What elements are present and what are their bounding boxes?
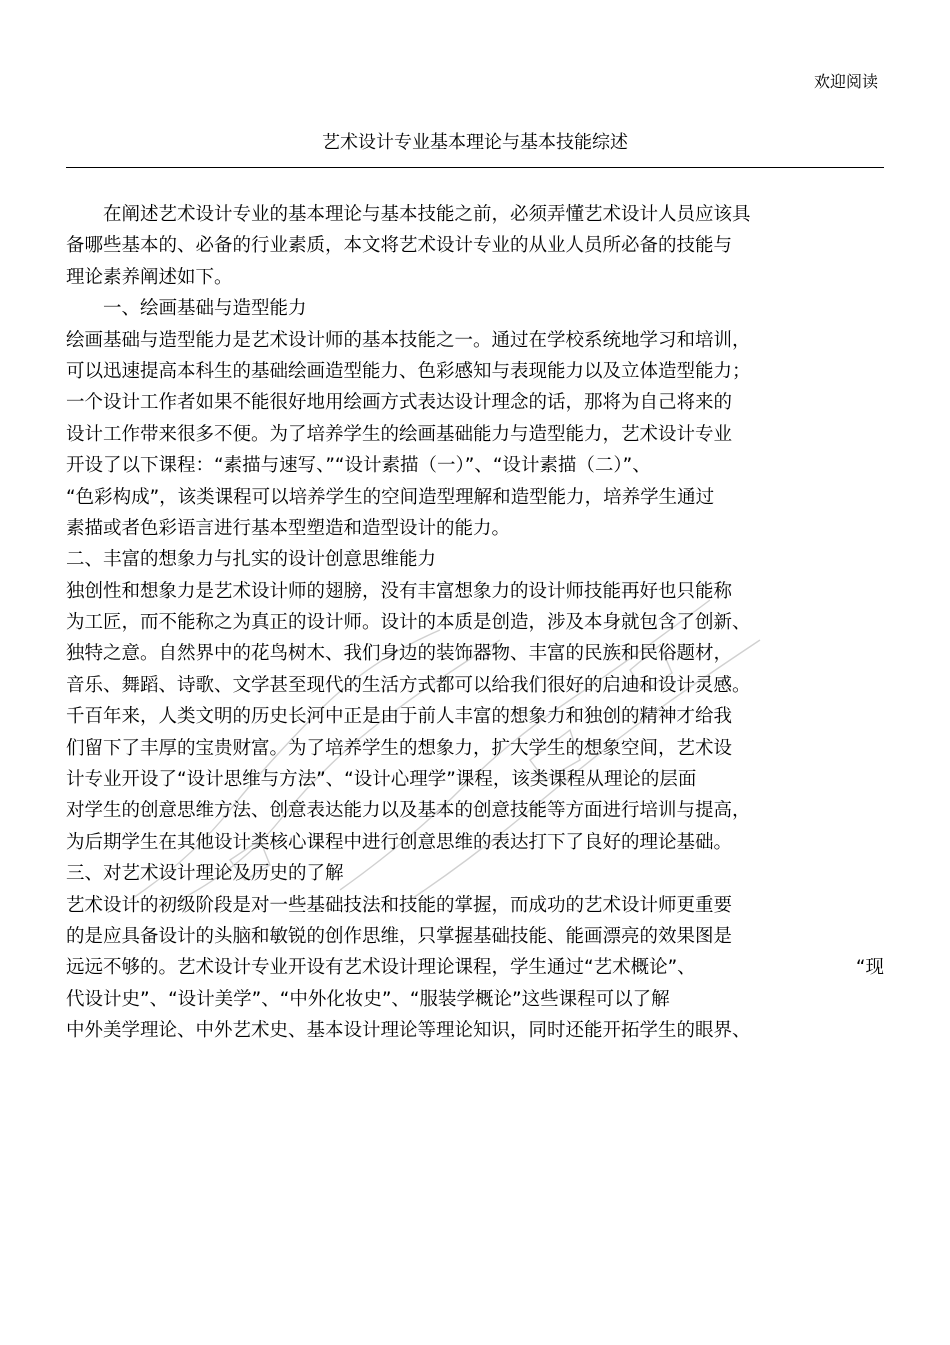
header-note: 欢迎阅读 [813, 72, 878, 91]
paragraph-line: 素描或者色彩语言进行基本型塑造和造型设计的能力。 [66, 517, 511, 539]
paragraph-line-left: 远远不够的。艺术设计专业开设有艺术设计理论课程，学生通过“艺术概论”、 [66, 957, 696, 979]
paragraph-line: 理论素养阐述如下。 [66, 266, 233, 288]
paragraph-line: 为工匠，而不能称之为真正的设计师。设计的本质是创造，涉及本身就包含了创新、 [66, 612, 751, 634]
paragraph-line: 独创性和想象力是艺术设计师的翅膀，没有丰富想象力的设计师技能再好也只能称 [66, 580, 733, 602]
paragraph-line: 绘画基础与造型能力是艺术设计师的基本技能之一。通过在学校系统地学习和培训， [66, 329, 751, 351]
paragraph-line: 独特之意。自然界中的花鸟树木、我们身边的装饰器物、丰富的民族和民俗题材， [66, 643, 733, 665]
paragraph-line: 中外美学理论、中外艺术史、基本设计理论等理论知识，同时还能开拓学生的眼界、 [66, 1020, 751, 1042]
paragraph-line: 的是应具备设计的头脑和敏锐的创作思维，只掌握基础技能、能画漂亮的效果图是 [66, 925, 733, 947]
paragraph-line-split [66, 952, 884, 983]
paragraph-line: 一个设计工作者如果不能很好地用绘画方式表达设计理念的话，那将为自己将来的 [66, 392, 733, 414]
document-body [66, 199, 884, 1047]
section-heading-3: 三、对艺术设计理论及历史的了解 [66, 863, 344, 885]
paragraph-line: 备哪些基本的、必备的行业素质，本文将艺术设计专业的从业人员所必备的技能与 [66, 235, 733, 257]
paragraph-line: 们留下了丰厚的宝贵财富。为了培养学生的想象力，扩大学生的想象空间，艺术设 [66, 737, 733, 759]
paragraph-line: 对学生的创意思维方法、创意表达能力以及基本的创意技能等方面进行培训与提高， [66, 800, 751, 822]
paragraph-line: 艺术设计的初级阶段是对一些基础技法和技能的掌握，而成功的艺术设计师更重要 [66, 894, 733, 916]
paragraph-line: “色彩构成”，该类课程可以培养学生的空间造型理解和造型能力，培养学生通过 [66, 486, 715, 508]
paragraph-line: 设计工作带来很多不便。为了培养学生的绘画基础能力与造型能力，艺术设计专业 [66, 423, 733, 445]
paragraph-line: 计专业开设了“设计思维与方法”、“设计心理学”课程，该类课程从理论的层面 [66, 769, 697, 791]
title-divider [66, 167, 884, 168]
paragraph-line: 千百年来，人类文明的历史长河中正是由于前人丰富的想象力和独创的精神才给我 [66, 706, 733, 728]
paragraph-line: 在阐述艺术设计专业的基本理论与基本技能之前，必须弄懂艺术设计人员应该具 [103, 204, 751, 225]
paragraph-line: 代设计史”、“设计美学”、“中外化妆史”、“服装学概论”这些课程可以了解 [66, 988, 670, 1010]
paragraph-line: 可以迅速提高本科生的基础绘画造型能力、色彩感知与表现能力以及立体造型能力； [66, 360, 751, 382]
section-heading-2: 二、丰富的想象力与扎实的设计创意思维能力 [66, 549, 437, 571]
paragraph-line: 音乐、舞蹈、诗歌、文学甚至现代的生活方式都可以给我们很好的启迪和设计灵感。 [66, 674, 751, 696]
section-heading-1: 一、绘画基础与造型能力 [103, 298, 307, 320]
document-title: 艺术设计专业基本理论与基本技能综述 [322, 132, 628, 153]
paragraph-line-right: “现 [855, 957, 884, 979]
paragraph-line: 为后期学生在其他设计类核心课程中进行创意思维的表达打下了良好的理论基础。 [66, 831, 733, 853]
paragraph-line: 开设了以下课程：“素描与速写、”“设计素描（一）”、“设计素描（二）”、 [66, 455, 651, 477]
